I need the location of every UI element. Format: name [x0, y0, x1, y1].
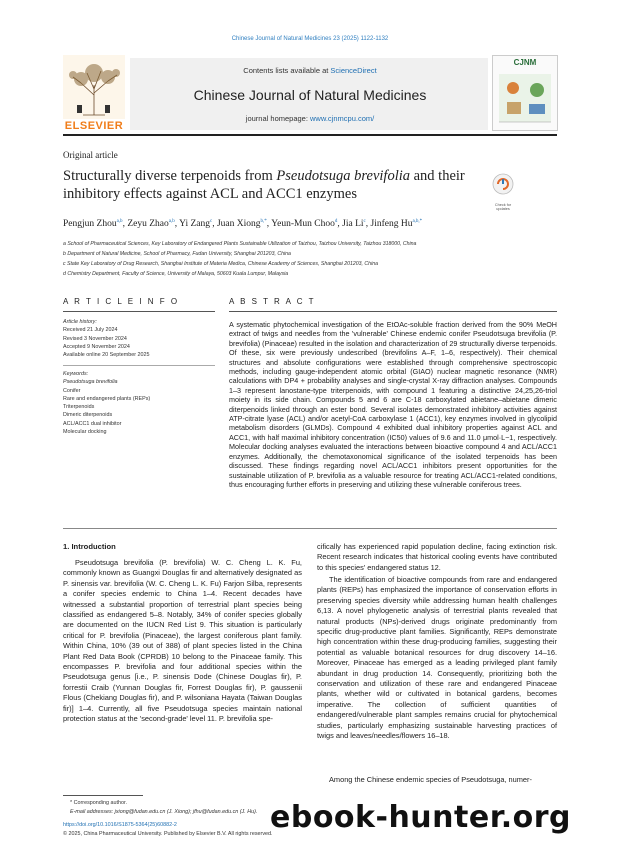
- keywords: [63, 370, 215, 436]
- history-online: Available online 20 September 2025: [63, 352, 150, 359]
- intro-right-paragraph-1: cifically has experienced rapid population decline, facing extinction risk. Recent research indicates that historical cooling events have contributed to this species' endangered status 12.: [317, 542, 557, 572]
- email-addresses: E-mail addresses: jxiong@fudan.edu.cn (J. Xiong); jfhu@fudan.edu.cn (J. Hu).: [70, 809, 258, 815]
- intro-right-paragraph-2: The identification of bioactive compounds from rare and endangered plants (REPs) has emphasized the importance of conservation efforts in preserving species diversity while addressing human health challenges 6,13. A novel phylogenetic analysis of terrestrial plants revealed that natural products (NPs)-derived drugs originate predominantly from specific drug-productive plant families. Significantly, REPs demonstrate high concentration within these drug-producing families, suggesting their potential as valuable botanical resources for drug discovery 14–16. Moreover, Pinaceae has emerged as a leading privileged plant family abundant in drug production 14. Consequently, prioritizing both the conservation and utilization of these rare and endangered Pinaceae plants, whether wild or cultivated in botanical gardens, becomes imperative. The collection of sufficient quantities of endangered/vulnerable plant samples remains crucial for phytochemical studies, particularly emphasizing sustainable harvesting practices of twigs and leaves/needles/flowers 16–18.: [317, 575, 557, 741]
- article-history: [63, 318, 215, 359]
- history-label: Article history:: [63, 319, 97, 325]
- contents-prefix: Contents lists available at: [243, 66, 331, 75]
- article-type: Original article: [63, 150, 118, 160]
- check-updates-icon: [488, 172, 518, 198]
- affiliation-b: b Department of Natural Medicine, School of Pharmacy, Fudan University, Shanghai 201203, China: [63, 251, 291, 257]
- check-updates-label: Check for updates: [494, 203, 512, 211]
- author[interactable]: Juan Xiong$^{b,*}$: [216, 219, 267, 230]
- homepage-prefix: journal homepage:: [245, 114, 311, 123]
- sciencedirect-link[interactable]: ScienceDirect: [330, 66, 377, 75]
- corresponding-note: * Corresponding author.: [70, 800, 127, 806]
- author[interactable]: Jia Li$^c$: [342, 219, 366, 230]
- affiliation-d: d Chemistry Department, Faculty of Science, University of Malaya, 50603 Kuala Lumpur, Malaysia: [63, 271, 289, 277]
- keyword: Pseudotsuga brevifolia: [63, 379, 118, 386]
- keyword: Conifer: [63, 387, 81, 394]
- affiliation-a: a School of Pharmaceutical Sciences, Key Laboratory of Endangered Plants Sustainable Utilization of Taizhou, Taizhou University, Taizhou 318000, China: [63, 241, 417, 247]
- abstract-heading: A B S T R A C T: [229, 297, 316, 306]
- keyword: ACL/ACC1 dual inhibitor: [63, 420, 122, 427]
- copyright-line: © 2025, China Pharmaceutical University. Published by Elsevier B.V. All rights reserved.: [63, 831, 273, 837]
- doi-link[interactable]: https://doi.org/10.1016/S1875-5364(25)60882-2: [63, 822, 177, 828]
- contents-line: [130, 66, 490, 75]
- running-header: Chinese Journal of Natural Medicines 23 (2025) 1122-1132: [231, 36, 389, 42]
- homepage-line: [130, 114, 490, 123]
- cover-logo-text: CJNM: [513, 58, 537, 67]
- abstract-rule: [229, 311, 557, 312]
- front-matter-rule: [63, 528, 557, 529]
- elsevier-tree-logo: [63, 55, 125, 129]
- abstract-text: A systematic phytochemical investigation of the EtOAc-soluble fraction derived from the 90% MeOH extract of twigs and needles from the 'vulnerable' Chinese endemic conifer Pseudotsuga brevifolia (P. brevifolia) (Pinaceae) resulted in the isolation and characterization of 29 structurally diverse terpenoids. Of these, six were previously undescribed (brevifolins A–F, 1–6, respectively). Their chemical structures and absolute configurations were established through comprehensive spectroscopic methods, including gauge-independent atomic orbital (GIAO) nuclear magnetic resonance (NMR) calculations with DP4 + probability analyses and single-crystal X-ray diffraction analyses. Compounds 1–3 represent lanostane-type triterpenoids, with compound 1 featuring a distinctive 24,25,26-triol moiety in its side chain. Compounds 5 and 6 are C-18 carboxylated abietane–abietane dimeric diterpenoids linked through an ester bond. Several isolates demonstrated inhibitory activities against ATP-citrate lyase (ACL) and/or acetyl-CoA carboxylase 1 (ACC1), key enzymes involved in glycolipid metabolism disorders (GLMDs). Compound 4 exhibited dual inhibitory properties against ACL and ACC1, with half maximal inhibitory concentration (IC50) values of 9.6 and 11.0 μmol·L−1, respectively. Molecular docking analyses evaluated the interactions between bioactive compound 4 and ACL/ACC1 enzymes. Additionally, the chemotaxonomical significance of the isolated terpenoids has been discussed. These findings regarding novel ACL/ACC1 inhibitors present opportunities for the sustainable utilization of P. brevifolia as a valuable resource for treating ACL/ACC1-related conditions, thus encouraging further efforts in preserving and utilizing these vulnerable coniferous trees.: [229, 320, 557, 489]
- title-species: Pseudotsuga brevifolia: [276, 168, 410, 184]
- introduction-heading: 1. Introduction: [63, 542, 116, 551]
- article-info-heading: A R T I C L E I N F O: [63, 297, 180, 306]
- cover-art-icon: [493, 68, 557, 131]
- watermark: ebook-hunter.org: [270, 800, 571, 835]
- author[interactable]: Zeyu Zhao$^{a,b}$: [127, 219, 175, 230]
- keywords-rule: [63, 365, 215, 366]
- author[interactable]: Yeun-Mun Choo$^d$: [271, 219, 338, 230]
- history-received: Received 21 July 2024: [63, 327, 118, 334]
- intro-right-paragraph-3: Among the Chinese endemic species of Pseudotsuga, numer-: [329, 775, 532, 784]
- footnote-rule: [63, 795, 143, 796]
- article-info-rule: [63, 311, 215, 312]
- title-post: and their inhibitory effects against ACL and ACC1 enzymes: [63, 168, 465, 202]
- elsevier-logo-text: ELSEVIER: [64, 120, 124, 132]
- keywords-label: Keywords:: [63, 371, 89, 377]
- keyword: Molecular docking: [63, 429, 107, 436]
- article-title: [63, 167, 483, 203]
- journal-cover-thumbnail[interactable]: [492, 55, 558, 131]
- keyword: Dimeric diterpenoids: [63, 412, 113, 419]
- affiliation-c: c State Key Laboratory of Drug Research, Shanghai Institute of Materia Medica, Chinese Academy of Sciences, Shanghai 201203, China: [63, 261, 378, 267]
- author[interactable]: Pengjun Zhou$^{a,b}$: [63, 219, 123, 230]
- author[interactable]: Yi Zang$^c$: [179, 219, 213, 230]
- check-for-updates-badge[interactable]: [488, 172, 518, 211]
- homepage-link[interactable]: www.cjnmcpu.com/: [310, 114, 375, 123]
- history-accepted: Accepted 9 November 2024: [63, 343, 130, 350]
- masthead-rule: [63, 134, 557, 136]
- intro-left-column: Pseudotsuga brevifolia (P. brevifolia) W. C. Cheng L. K. Fu, commonly known as Guangxi Douglas fir and alternatively designated as P. sinensis var. brevifolia (W. C. Cheng L. K. Fu) Farjon Silba, represents a conifer species endemic to China 1–4. Recent decades have witnessed a substantial proportion of terrestrial plant species being classified as endangered 5–8. Notably, 34% of conifer species globally are documented on the IUCN Red List 9. This situation is particularly critical for P. brevifolia (Pinaceae), the largest coniferous plant family. Within China, 10% (39 out of 388) of plant species listed in the China Plant Red Data Book (CPRDB) 10 belong to the Pinaceae family. This encompasses P. brevifolia and four additional species within the Pseudotsuga genus [i.e., P. sinensis Dode (Chinese Douglas fir), P. forrestii Craib (Yunnan Douglas fir, Forrest Douglas fir), P. gaussenii Flous (Chekiang Douglas fir), and P. wilsoniana Hayata (Taiwan Douglas fir)] 1–4. Currently, all five Pseudotsuga species maintain national protection status at the 'second-grade' level 11. P. brevifolia spe-: [63, 558, 302, 724]
- author-list: Pengjun Zhou$^{a,b}$, Zeyu Zhao$^{a,b}$, Yi Zang$^c$, Juan Xiong$^{b,*}$, Yeun-Mun Choo$^d$, Jia Li$^c$, Jinfeng $Hu^{a,b,*}$: [63, 219, 423, 230]
- keyword: Rare and endangered plants (REPs): [63, 395, 151, 402]
- keyword: Triterpenoids: [63, 404, 95, 411]
- journal-title: Chinese Journal of Natural Medicines: [193, 87, 427, 103]
- history-revised: Revised 3 November 2024: [63, 335, 127, 342]
- author[interactable]: Jinfeng $Hu^{a,b,*}$: [370, 219, 423, 230]
- title-pre: Structurally diverse terpenoids from: [63, 168, 277, 184]
